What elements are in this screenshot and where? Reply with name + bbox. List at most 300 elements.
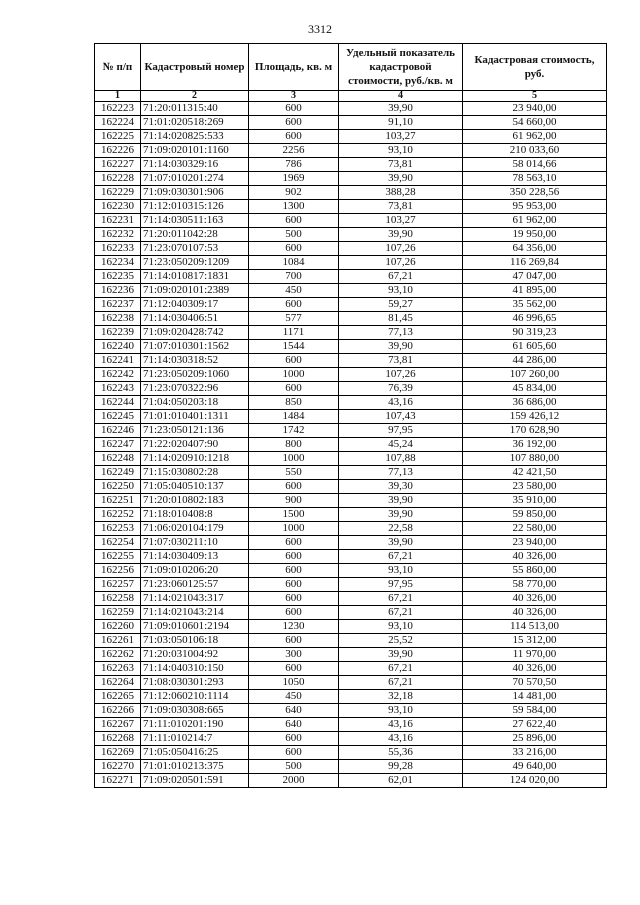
cadastral-value-cell: 54 660,00 (463, 116, 607, 130)
cadastral-value-cell: 33 216,00 (463, 746, 607, 760)
row-number-cell: 162223 (95, 102, 141, 116)
header-row-number: № п/п (95, 44, 141, 91)
area-cell: 1484 (249, 410, 339, 424)
table-row (95, 634, 607, 648)
cadastral-value-cell: 36 686,00 (463, 396, 607, 410)
column-number: 5 (463, 91, 607, 102)
cadastral-number-cell: 71:14:030511:163 (141, 214, 249, 228)
row-number-cell: 162252 (95, 508, 141, 522)
area-cell: 1000 (249, 452, 339, 466)
row-number-cell: 162233 (95, 242, 141, 256)
cadastral-value-cell: 59 584,00 (463, 704, 607, 718)
row-number-cell: 162260 (95, 620, 141, 634)
unit-value-cell: 107,26 (339, 256, 463, 270)
table-row (95, 648, 607, 662)
unit-value-cell: 103,27 (339, 214, 463, 228)
cadastral-value-cell: 19 950,00 (463, 228, 607, 242)
cadastral-value-cell: 78 563,10 (463, 172, 607, 186)
cadastral-value-cell: 59 850,00 (463, 508, 607, 522)
row-number-cell: 162236 (95, 284, 141, 298)
area-cell: 1050 (249, 676, 339, 690)
unit-value-cell: 43,16 (339, 718, 463, 732)
row-number-cell: 162230 (95, 200, 141, 214)
unit-value-cell: 67,21 (339, 550, 463, 564)
cadastral-value-cell: 11 970,00 (463, 648, 607, 662)
cadastral-value-cell: 35 910,00 (463, 494, 607, 508)
area-cell: 600 (249, 746, 339, 760)
cadastral-number-cell: 71:20:011315:40 (141, 102, 249, 116)
cadastral-value-cell: 350 228,56 (463, 186, 607, 200)
unit-value-cell: 93,10 (339, 704, 463, 718)
cadastral-value-cell: 124 020,00 (463, 774, 607, 788)
cadastral-value-cell: 61 962,00 (463, 214, 607, 228)
area-cell: 1084 (249, 256, 339, 270)
cadastral-value-cell: 27 622,40 (463, 718, 607, 732)
table-row (95, 578, 607, 592)
unit-value-cell: 97,95 (339, 424, 463, 438)
cadastral-number-cell: 71:12:060210:1114 (141, 690, 249, 704)
area-cell: 600 (249, 606, 339, 620)
row-number-cell: 162244 (95, 396, 141, 410)
table-row (95, 452, 607, 466)
area-cell: 600 (249, 382, 339, 396)
row-number-cell: 162239 (95, 326, 141, 340)
unit-value-cell: 67,21 (339, 606, 463, 620)
row-number-cell: 162262 (95, 648, 141, 662)
cadastral-number-cell: 71:01:010401:1311 (141, 410, 249, 424)
row-number-cell: 162235 (95, 270, 141, 284)
cadastral-value-cell: 90 319,23 (463, 326, 607, 340)
row-number-cell: 162240 (95, 340, 141, 354)
cadastral-number-cell: 71:09:020101:2389 (141, 284, 249, 298)
area-cell: 600 (249, 732, 339, 746)
table-row (95, 340, 607, 354)
cadastral-number-cell: 71:14:021043:317 (141, 592, 249, 606)
area-cell: 600 (249, 536, 339, 550)
table-row (95, 564, 607, 578)
row-number-cell: 162267 (95, 718, 141, 732)
unit-value-cell: 107,43 (339, 410, 463, 424)
table-row (95, 242, 607, 256)
area-cell: 600 (249, 354, 339, 368)
row-number-cell: 162259 (95, 606, 141, 620)
area-cell: 600 (249, 214, 339, 228)
cadastral-number-cell: 71:09:010601:2194 (141, 620, 249, 634)
area-cell: 1969 (249, 172, 339, 186)
area-cell: 600 (249, 480, 339, 494)
cadastral-value-cell: 159 426,12 (463, 410, 607, 424)
area-cell: 800 (249, 438, 339, 452)
row-number-cell: 162241 (95, 354, 141, 368)
table-row (95, 438, 607, 452)
cadastral-number-cell: 71:01:010213:375 (141, 760, 249, 774)
cadastral-number-cell: 71:20:011042:28 (141, 228, 249, 242)
row-number-cell: 162257 (95, 578, 141, 592)
area-cell: 500 (249, 228, 339, 242)
header-unit-value: Удельный показатель кадастровой стоимости, руб./кв. м (339, 44, 463, 91)
cadastral-number-cell: 71:15:030802:28 (141, 466, 249, 480)
cadastral-number-cell: 71:23:050121:136 (141, 424, 249, 438)
table-row (95, 144, 607, 158)
area-cell: 450 (249, 284, 339, 298)
table-row (95, 354, 607, 368)
cadastral-value-cell: 35 562,00 (463, 298, 607, 312)
header-area: Площадь, кв. м (249, 44, 339, 91)
row-number-cell: 162253 (95, 522, 141, 536)
table-row (95, 158, 607, 172)
cadastral-number-cell: 71:14:030409:13 (141, 550, 249, 564)
table-row (95, 508, 607, 522)
area-cell: 640 (249, 704, 339, 718)
cadastral-value-cell: 46 996,65 (463, 312, 607, 326)
cadastral-number-cell: 71:03:050106:18 (141, 634, 249, 648)
table-row (95, 256, 607, 270)
area-cell: 500 (249, 760, 339, 774)
table-row (95, 284, 607, 298)
unit-value-cell: 32,18 (339, 690, 463, 704)
unit-value-cell: 93,10 (339, 144, 463, 158)
row-number-cell: 162238 (95, 312, 141, 326)
unit-value-cell: 25,52 (339, 634, 463, 648)
cadastral-value-cell: 22 580,00 (463, 522, 607, 536)
unit-value-cell: 39,90 (339, 228, 463, 242)
area-cell: 700 (249, 270, 339, 284)
cadastral-value-cell: 49 640,00 (463, 760, 607, 774)
unit-value-cell: 39,90 (339, 508, 463, 522)
unit-value-cell: 93,10 (339, 564, 463, 578)
cadastral-number-cell: 71:14:021043:214 (141, 606, 249, 620)
row-number-cell: 162248 (95, 452, 141, 466)
cadastral-value-cell: 95 953,00 (463, 200, 607, 214)
row-number-cell: 162231 (95, 214, 141, 228)
cadastral-number-cell: 71:14:030318:52 (141, 354, 249, 368)
row-number-cell: 162250 (95, 480, 141, 494)
unit-value-cell: 107,26 (339, 368, 463, 382)
cadastral-value-cell: 14 481,00 (463, 690, 607, 704)
cadastral-value-cell: 210 033,60 (463, 144, 607, 158)
row-number-cell: 162228 (95, 172, 141, 186)
cadastral-number-cell: 71:12:040309:17 (141, 298, 249, 312)
table-row (95, 102, 607, 116)
unit-value-cell: 107,88 (339, 452, 463, 466)
cadastral-number-cell: 71:05:050416:25 (141, 746, 249, 760)
cadastral-value-cell: 36 192,00 (463, 438, 607, 452)
cadastral-number-cell: 71:09:020501:591 (141, 774, 249, 788)
area-cell: 1742 (249, 424, 339, 438)
table-row (95, 760, 607, 774)
area-cell: 600 (249, 564, 339, 578)
table-row (95, 550, 607, 564)
unit-value-cell: 67,21 (339, 270, 463, 284)
table-row (95, 536, 607, 550)
cadastral-number-cell: 71:20:031004:92 (141, 648, 249, 662)
cadastral-number-cell: 71:14:020910:1218 (141, 452, 249, 466)
area-cell: 786 (249, 158, 339, 172)
cadastral-number-cell: 71:05:040510:137 (141, 480, 249, 494)
cadastral-number-cell: 71:09:030308:665 (141, 704, 249, 718)
area-cell: 902 (249, 186, 339, 200)
cadastral-number-cell: 71:22:020407:90 (141, 438, 249, 452)
table-row (95, 186, 607, 200)
table-row (95, 522, 607, 536)
table-row (95, 704, 607, 718)
row-number-cell: 162270 (95, 760, 141, 774)
header-cadastral-value: Кадастровая стоимость, руб. (463, 44, 607, 91)
unit-value-cell: 73,81 (339, 354, 463, 368)
row-number-cell: 162254 (95, 536, 141, 550)
cadastral-value-cell: 45 834,00 (463, 382, 607, 396)
unit-value-cell: 59,27 (339, 298, 463, 312)
table-header-row (95, 44, 607, 91)
row-number-cell: 162226 (95, 144, 141, 158)
cadastral-value-cell: 44 286,00 (463, 354, 607, 368)
page-number: 3312 (308, 22, 332, 36)
area-cell: 450 (249, 690, 339, 704)
unit-value-cell: 67,21 (339, 676, 463, 690)
unit-value-cell: 77,13 (339, 326, 463, 340)
area-cell: 1300 (249, 200, 339, 214)
column-number: 1 (95, 91, 141, 102)
unit-value-cell: 388,28 (339, 186, 463, 200)
row-number-cell: 162261 (95, 634, 141, 648)
table-row (95, 382, 607, 396)
table-row (95, 270, 607, 284)
cadastral-number-cell: 71:01:020518:269 (141, 116, 249, 130)
cadastral-number-cell: 71:23:070322:96 (141, 382, 249, 396)
cadastral-value-cell: 40 326,00 (463, 592, 607, 606)
unit-value-cell: 45,24 (339, 438, 463, 452)
table-row (95, 662, 607, 676)
area-cell: 600 (249, 298, 339, 312)
cadastral-number-cell: 71:12:010315:126 (141, 200, 249, 214)
unit-value-cell: 62,01 (339, 774, 463, 788)
cadastral-value-cell: 40 326,00 (463, 550, 607, 564)
row-number-cell: 162237 (95, 298, 141, 312)
cadastral-number-cell: 71:07:010201:274 (141, 172, 249, 186)
table-row (95, 312, 607, 326)
unit-value-cell: 39,90 (339, 172, 463, 186)
cadastral-number-cell: 71:14:030406:51 (141, 312, 249, 326)
unit-value-cell: 73,81 (339, 200, 463, 214)
cadastral-number-cell: 71:09:030301:906 (141, 186, 249, 200)
row-number-cell: 162251 (95, 494, 141, 508)
unit-value-cell: 39,90 (339, 648, 463, 662)
table-row (95, 466, 607, 480)
unit-value-cell: 81,45 (339, 312, 463, 326)
column-number: 3 (249, 91, 339, 102)
row-number-cell: 162242 (95, 368, 141, 382)
table-row (95, 368, 607, 382)
table-row (95, 116, 607, 130)
cadastral-value-cell: 40 326,00 (463, 662, 607, 676)
area-cell: 1000 (249, 368, 339, 382)
unit-value-cell: 39,90 (339, 102, 463, 116)
cadastral-value-cell: 40 326,00 (463, 606, 607, 620)
area-cell: 900 (249, 494, 339, 508)
area-cell: 600 (249, 550, 339, 564)
area-cell: 2256 (249, 144, 339, 158)
table-row (95, 606, 607, 620)
area-cell: 2000 (249, 774, 339, 788)
cadastral-number-cell: 71:20:010802:183 (141, 494, 249, 508)
area-cell: 600 (249, 634, 339, 648)
table-row (95, 732, 607, 746)
area-cell: 1544 (249, 340, 339, 354)
table-row (95, 228, 607, 242)
area-cell: 1171 (249, 326, 339, 340)
table-row (95, 200, 607, 214)
row-number-cell: 162255 (95, 550, 141, 564)
unit-value-cell: 22,58 (339, 522, 463, 536)
cadastral-value-cell: 55 860,00 (463, 564, 607, 578)
table-row (95, 424, 607, 438)
area-cell: 1000 (249, 522, 339, 536)
area-cell: 600 (249, 578, 339, 592)
table-row (95, 480, 607, 494)
cadastral-number-cell: 71:14:040310:150 (141, 662, 249, 676)
table-body (95, 102, 607, 788)
cadastral-value-cell: 58 770,00 (463, 578, 607, 592)
area-cell: 600 (249, 116, 339, 130)
unit-value-cell: 107,26 (339, 242, 463, 256)
cadastral-number-cell: 71:14:010817:1831 (141, 270, 249, 284)
area-cell: 577 (249, 312, 339, 326)
row-number-cell: 162224 (95, 116, 141, 130)
row-number-cell: 162249 (95, 466, 141, 480)
table-row (95, 718, 607, 732)
unit-value-cell: 103,27 (339, 130, 463, 144)
row-number-cell: 162269 (95, 746, 141, 760)
unit-value-cell: 67,21 (339, 592, 463, 606)
area-cell: 600 (249, 102, 339, 116)
cadastral-number-cell: 71:07:030211:10 (141, 536, 249, 550)
cadastral-number-cell: 71:07:010301:1562 (141, 340, 249, 354)
unit-value-cell: 91,10 (339, 116, 463, 130)
cadastral-number-cell: 71:04:050203:18 (141, 396, 249, 410)
area-cell: 600 (249, 662, 339, 676)
cadastral-value-cell: 47 047,00 (463, 270, 607, 284)
area-cell: 850 (249, 396, 339, 410)
cadastral-value-cell: 58 014,66 (463, 158, 607, 172)
cadastral-number-cell: 71:23:070107:53 (141, 242, 249, 256)
cadastral-number-cell: 71:06:020104:179 (141, 522, 249, 536)
cadastral-value-cell: 114 513,00 (463, 620, 607, 634)
row-number-cell: 162227 (95, 158, 141, 172)
area-cell: 640 (249, 718, 339, 732)
cadastral-value-cell: 70 570,50 (463, 676, 607, 690)
cadastral-number-cell: 71:23:050209:1209 (141, 256, 249, 270)
cadastral-number-cell: 71:08:030301:293 (141, 676, 249, 690)
row-number-cell: 162243 (95, 382, 141, 396)
area-cell: 1500 (249, 508, 339, 522)
unit-value-cell: 39,90 (339, 340, 463, 354)
column-number: 4 (339, 91, 463, 102)
cadastral-value-cell: 15 312,00 (463, 634, 607, 648)
table-row (95, 620, 607, 634)
area-cell: 1230 (249, 620, 339, 634)
unit-value-cell: 76,39 (339, 382, 463, 396)
table-row (95, 396, 607, 410)
cadastral-number-cell: 71:11:010214:7 (141, 732, 249, 746)
cadastral-number-cell: 71:11:010201:190 (141, 718, 249, 732)
cadastral-value-cell: 107 880,00 (463, 452, 607, 466)
cadastral-value-cell: 25 896,00 (463, 732, 607, 746)
unit-value-cell: 93,10 (339, 620, 463, 634)
area-cell: 300 (249, 648, 339, 662)
cadastral-value-cell: 170 628,90 (463, 424, 607, 438)
row-number-cell: 162245 (95, 410, 141, 424)
row-number-cell: 162229 (95, 186, 141, 200)
area-cell: 600 (249, 592, 339, 606)
unit-value-cell: 43,16 (339, 732, 463, 746)
table-row (95, 676, 607, 690)
row-number-cell: 162263 (95, 662, 141, 676)
row-number-cell: 162268 (95, 732, 141, 746)
table-row (95, 592, 607, 606)
unit-value-cell: 43,16 (339, 396, 463, 410)
cadastral-number-cell: 71:14:020825:533 (141, 130, 249, 144)
cadastral-value-cell: 61 962,00 (463, 130, 607, 144)
row-number-cell: 162246 (95, 424, 141, 438)
row-number-cell: 162225 (95, 130, 141, 144)
row-number-cell: 162256 (95, 564, 141, 578)
table-row (95, 172, 607, 186)
row-number-cell: 162232 (95, 228, 141, 242)
row-number-cell: 162266 (95, 704, 141, 718)
cadastral-number-cell: 71:23:060125:57 (141, 578, 249, 592)
area-cell: 600 (249, 242, 339, 256)
cadastral-number-cell: 71:18:010408:8 (141, 508, 249, 522)
cadastral-value-cell: 23 940,00 (463, 102, 607, 116)
unit-value-cell: 39,30 (339, 480, 463, 494)
row-number-cell: 162258 (95, 592, 141, 606)
unit-value-cell: 67,21 (339, 662, 463, 676)
unit-value-cell: 93,10 (339, 284, 463, 298)
unit-value-cell: 73,81 (339, 158, 463, 172)
cadastral-value-cell: 42 421,50 (463, 466, 607, 480)
cadastral-value-cell: 61 605,60 (463, 340, 607, 354)
unit-value-cell: 39,90 (339, 536, 463, 550)
unit-value-cell: 55,36 (339, 746, 463, 760)
table-row (95, 130, 607, 144)
cadastral-value-cell: 64 356,00 (463, 242, 607, 256)
cadastral-number-cell: 71:09:020101:1160 (141, 144, 249, 158)
table-row (95, 774, 607, 788)
unit-value-cell: 39,90 (339, 494, 463, 508)
cadastral-value-cell: 23 940,00 (463, 536, 607, 550)
unit-value-cell: 77,13 (339, 466, 463, 480)
cadastral-value-cell: 41 895,00 (463, 284, 607, 298)
cadastral-number-cell: 71:23:050209:1060 (141, 368, 249, 382)
unit-value-cell: 99,28 (339, 760, 463, 774)
row-number-cell: 162234 (95, 256, 141, 270)
cadastral-number-cell: 71:14:030329:16 (141, 158, 249, 172)
table-row (95, 326, 607, 340)
table-row (95, 410, 607, 424)
cadastral-number-cell: 71:09:020428:742 (141, 326, 249, 340)
table-row (95, 298, 607, 312)
cadastral-value-table (94, 43, 607, 788)
row-number-cell: 162265 (95, 690, 141, 704)
cadastral-value-cell: 107 260,00 (463, 368, 607, 382)
header-cadastral-number: Кадастровый номер (141, 44, 249, 91)
cadastral-value-cell: 116 269,84 (463, 256, 607, 270)
area-cell: 600 (249, 130, 339, 144)
table-row (95, 494, 607, 508)
cadastral-number-cell: 71:09:010206:20 (141, 564, 249, 578)
table-row (95, 214, 607, 228)
row-number-cell: 162264 (95, 676, 141, 690)
